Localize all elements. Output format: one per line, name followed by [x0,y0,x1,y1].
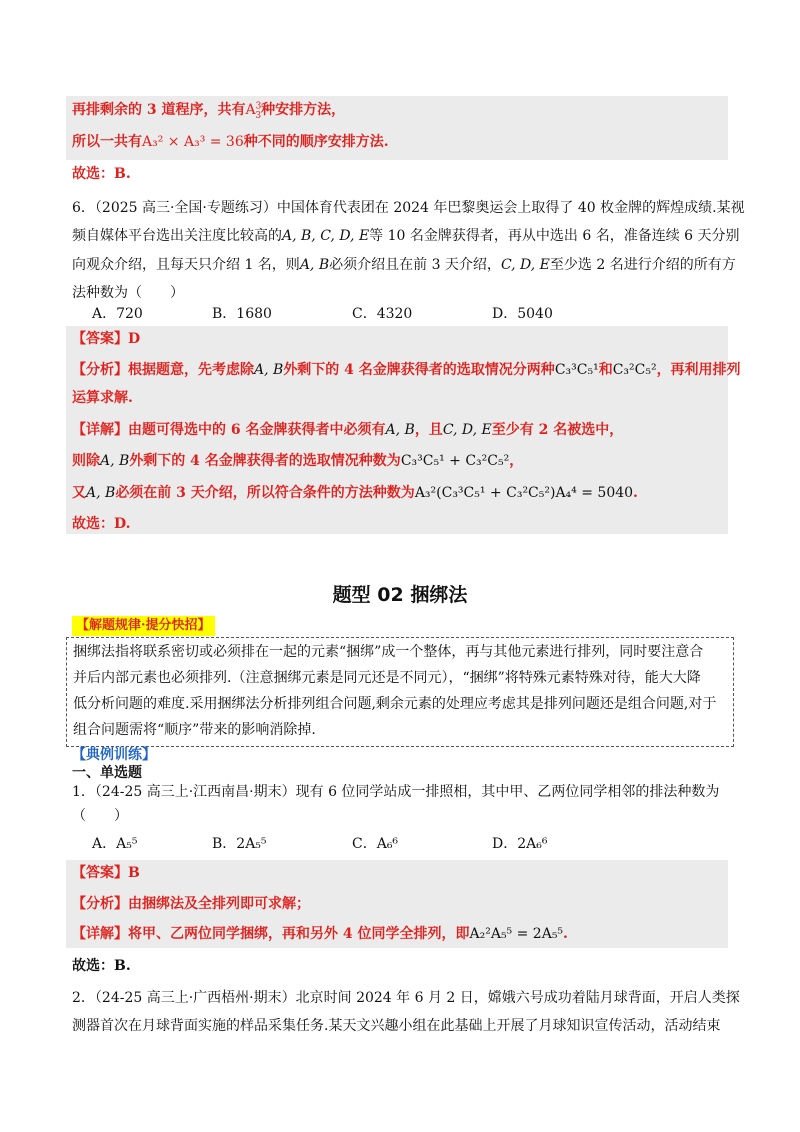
q6-detail1-text: 【详解】由题可得选中的 6 名金牌获得者中必须有 [72,422,386,438]
q1-option-d[interactable]: D．2A₆⁶ [492,836,548,852]
prev-line-1 [72,100,734,120]
q1-option-b[interactable]: B．2A₅⁵ [212,836,267,852]
q1-line-1: 1．（24-25 高三上·江西南昌·期末）现有 6 位同学站成一排照相，其中甲、乙两位同学相邻的排法种数为 [72,784,720,800]
tip-box [66,637,734,747]
q6-detail1-text-b: ，且 [414,422,443,438]
q6-detail2-text-b: 外剩下的 4 名金牌获得者的选取情况种数为 [129,453,401,469]
q6-analysis-2: 运算求解. [72,390,133,406]
prev-line-2 [72,132,734,152]
q6-analysis-1 [72,360,741,380]
prev-line2-text-b: 种不同的顺序安排方法. [243,134,389,150]
q6-analysis-math2: C₃³C₅¹ [554,362,599,378]
prev-line2-math: A₃² × A₃³ = 36 [142,134,244,150]
q6-detail1-math2: C, D, E [442,422,492,438]
q6-detail3-text: 又 [72,485,86,501]
q1-detail [72,924,734,944]
q6-detail2-math: A, B [100,453,130,469]
q6-analysis-and: 和 [598,362,613,378]
q1-choose: 故选：B. [72,958,131,974]
q6-detail3-text-c: . [633,485,638,501]
q6-option-c[interactable]: C．4320 [352,306,413,322]
q2-line-2: 测器首次在月球背面实施的样品采集任务.某天文兴趣小组在此基础上开展了月球知识宣传活动，活动结束 [72,1018,721,1034]
tip-line-3: 低分析问题的难度.采用捆绑法分析排列组合问题,剩余元素的处理应考虑其是排列问题还是组合问题,对于 [73,696,717,712]
q6-line3-text: 向观众介绍，且每天只介绍 1 名，则 [72,257,300,273]
q6-detail1-math: A, B [385,422,415,438]
q6-line-2 [72,226,740,246]
q6-detail-3 [72,483,734,503]
q6-detail-2 [72,451,734,471]
q6-detail3-math2: A₃²(C₃³C₅¹ + C₃²C₅²)A₄⁴ = 5040 [414,485,634,501]
q6-line3-math: A, B [299,257,330,273]
q6-line3-text-c: 至少选 2 名进行介绍的所有方 [549,257,736,273]
q6-analysis-text-b: 外剩下的 4 名金牌获得者的选取情况分两种 [283,362,555,378]
q2-line-1: 2．（24-25 高三上·广西梧州·期末）北京时间 2024 年 6 月 2 日，嫦娥六号成功着陆月球背面，开启人类探 [72,990,740,1006]
q6-choose: 故选：D. [72,516,131,532]
train-label: 【典例训练】 [72,747,156,763]
section-title: 题型 02 捆绑法 [332,584,468,606]
q1-detail-text: 【详解】将甲、乙两位同学捆绑，再和另外 4 位同学全排列，即 [72,926,470,942]
q6-option-d[interactable]: D．5040 [492,306,553,322]
q1-analysis: 【分析】由捆绑法及全排列即可求解； [72,896,310,912]
tip-line-4: 组合问题需将“顺序”带来的影响消除掉. [73,722,316,738]
q6-detail-1 [72,420,734,440]
q6-detail3-text-b: 必须在前 3 天介绍，所以符合条件的方法种数为 [115,485,415,501]
prev-choose: 故选：B. [72,166,131,182]
q6-line3-math2: C, D, E [500,257,550,273]
prev-line1-text-b: 种安排方法， [261,102,346,118]
prev-line1-text: 再排剩余的 3 道程序，共有 [72,102,246,118]
prev-line2-text: 所以一共有 [72,134,142,150]
q6-line-1: 6．（2025 高三·全国·专题练习）中国体育代表团在 2024 年巴黎奥运会上取得了 40 枚金牌的辉煌成绩.某视 [72,200,745,216]
q6-line2-math: A, B, C, D, E [282,228,370,244]
q6-detail3-math: A, B [86,485,116,501]
q1-detail-text-c: . [563,926,568,942]
tip-line-1: 捆绑法指将联系密切或必须排在一起的元素“捆绑”成一个整体，再与其他元素进行排列，同时要注意合 [73,644,704,660]
q6-analysis-text-c: ，再利用排列 [656,362,741,378]
prev-line1-math: $A^3_3$ [245,101,262,121]
q6-analysis-math: A, B [254,362,284,378]
q1-line-2: （ ） [72,808,128,824]
single-choice-heading: 一、单选题 [72,765,142,781]
q1-option-c[interactable]: C．A₆⁶ [352,836,399,852]
q1-option-a[interactable]: A．A₅⁵ [92,836,138,852]
q6-detail2-text-c: ， [509,453,524,469]
q6-option-a[interactable]: A．720 [92,306,143,322]
q6-detail1-text-c: 至少有 2 名被选中， [491,422,624,438]
q6-analysis-text: 【分析】根据题意，先考虑除 [72,362,254,378]
q6-line2-text-b: 等 10 名金牌获得者，再从中选出 6 名，准备连续 6 天分别 [369,228,740,244]
q6-option-b[interactable]: B．1680 [212,306,272,322]
q6-detail2-math2: C₃³C₅¹ + C₃²C₅² [400,453,510,469]
q1-answer: 【答案】B [72,865,140,881]
q6-analysis-math3: C₃²C₅² [612,362,657,378]
q1-detail-math: A₂²A₅⁵ = 2A₅⁵ [469,926,564,942]
q6-detail2-text: 则除 [72,453,100,469]
q6-line-3 [72,255,734,275]
tip-label: 【解题规律·提分快招】 [72,616,215,636]
q6-answer: 【答案】D [72,331,141,347]
tip-line-2: 并后内部元素也必须排列.（注意捆绑元素是同元还是不同元），“捆绑”将特殊元素特殊对待，能大大降 [73,670,701,686]
q6-line-4: 法种数为（ ） [72,285,184,301]
q6-line3-text-b: 必须介绍且在前 3 天介绍， [329,257,501,273]
q6-line2-text: 频自媒体平台选出关注度比较高的 [72,228,282,244]
